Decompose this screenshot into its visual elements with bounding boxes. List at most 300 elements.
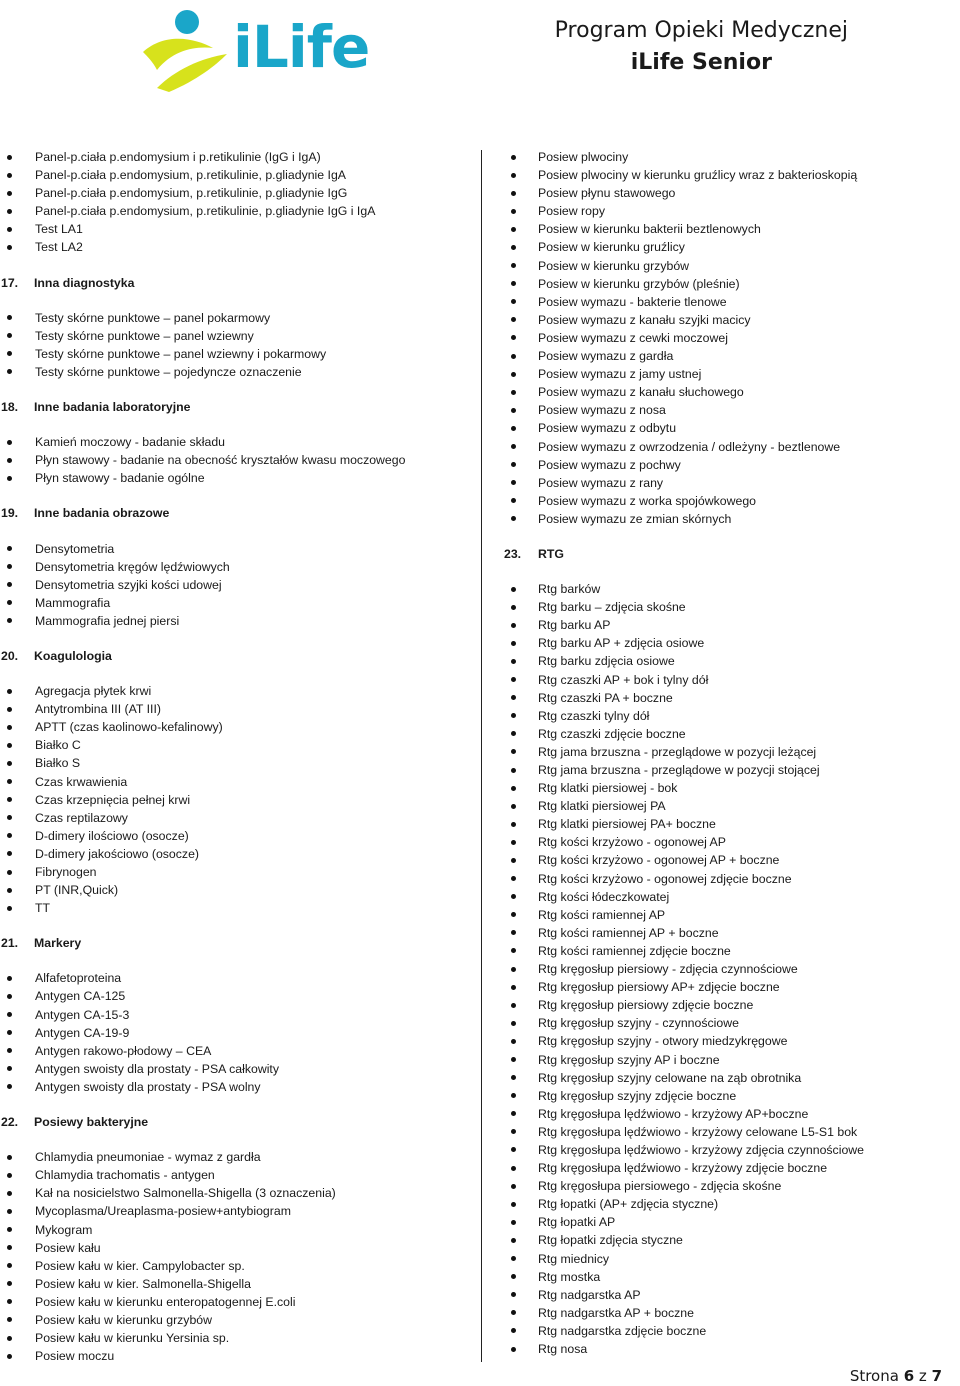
list-item [500,474,960,492]
section-number: 20. [1,648,19,663]
bullet-icon [511,1292,516,1297]
list-item-text: Rtg kości ramiennej zdjęcie boczne [538,943,731,958]
list-item [0,202,475,220]
list-item-text: Rtg barku – zdjęcia skośne [538,600,686,615]
bullet-icon [7,155,12,160]
list-item-text: Rtg nadgarstka AP + boczne [538,1305,694,1320]
bullet-icon [511,967,516,972]
list-item [500,833,960,851]
list-item [500,419,960,437]
bullet-icon [511,985,516,990]
section-number: 19. [1,506,19,521]
list-item-text: Posiew kału [35,1240,101,1255]
bullet-icon [511,1147,516,1152]
list-item-text: Antytrombina III (AT III) [35,702,161,717]
list-item [500,1286,960,1304]
bullet-icon [511,227,516,232]
bullet-icon [511,462,516,467]
list-item [500,1159,960,1177]
list-item [0,969,475,987]
bullet-icon [511,1111,516,1116]
list-item [500,1322,960,1340]
list-item-text: Posiew w kierunku gruźlicy [538,240,685,255]
section-title: Inna diagnostyka [34,275,135,290]
list-item-text: Chlamydia pneumoniae - wymaz z gardła [35,1150,261,1165]
bullet-icon [7,440,12,445]
list-item [500,166,960,184]
section-heading [0,934,475,952]
bullet-icon [7,779,12,784]
bullet-icon [511,335,516,340]
list-item-text: Posiew kału w kierunku Yersinia sp. [35,1331,230,1346]
list-item-text: TT [35,901,51,916]
list-item-text: Rtg barku AP [538,618,611,633]
list-item [500,1213,960,1231]
list-item [0,881,475,899]
list-item [0,987,475,1005]
bullet-icon [7,1227,12,1232]
list-item-text: Rtg kręgosłup szyjny - otwory miedzykręgowe [538,1034,788,1049]
bullet-icon [7,1173,12,1178]
bullet-icon [511,1184,516,1189]
bullet-icon [7,1048,12,1053]
spacer [0,257,475,274]
list-item [500,148,960,166]
list-item-text: Posiew wymazu z owrzodzenia / odleżyny - beztlenowe [538,439,841,454]
list-item [500,202,960,220]
list-item [0,1311,475,1329]
total-pages: 7 [931,1367,942,1385]
section-number: 18. [1,400,19,415]
section-title: Markery [34,936,82,951]
list-item [500,1105,960,1123]
bullet-icon [7,1281,12,1286]
list-item [500,924,960,942]
list-item-text: Rtg łopatki (AP+ zdjęcia styczne) [538,1197,719,1212]
list-item-text: Test LA2 [35,240,83,255]
page-label: Strona [849,1367,904,1385]
bullet-icon [7,245,12,250]
list-item [500,652,960,670]
list-item-text: Antygen swoisty dla prostaty - PSA wolny [35,1079,261,1094]
list-item [500,365,960,383]
bullet-icon [7,888,12,893]
list-item [0,238,475,256]
bullet-icon [7,725,12,730]
list-item [0,791,475,809]
list-item [0,718,475,736]
bullet-icon [511,173,516,178]
list-item-text: Rtg nosa [538,1342,588,1356]
list-item [500,870,960,888]
bullet-icon [511,263,516,268]
list-item-text: Rtg kręgosłup szyjny zdjęcie boczne [538,1088,737,1103]
list-item [500,1177,960,1195]
list-item [0,433,475,451]
list-item-text: Rtg kręgosłupa lędźwiowo - krzyżowy zdjęcie boczne [538,1161,828,1176]
bullet-icon [511,695,516,700]
bullet-icon [511,713,516,718]
list-item-text: Posiew kału w kierunku grzybów [35,1312,213,1327]
bullet-icon [7,1030,12,1035]
list-item-text: Antygen CA-19-9 [35,1025,130,1040]
section-heading [0,274,475,292]
list-item-text: Posiew kału w kier. Campylobacter sp. [35,1258,245,1273]
list-item-text: Rtg nadgarstka AP [538,1287,641,1302]
list-item-text: Płyn stawowy - badanie ogólne [35,471,205,486]
bullet-icon [7,833,12,838]
list-item-text: Panel-p.ciała p.endomysium, p.retikulinie, p.gliadynie IgG [35,186,348,201]
bullet-icon [511,408,516,413]
list-item [500,1195,960,1213]
list-item [500,275,960,293]
list-item-text: Antygen swoisty dla prostaty - PSA całkowity [35,1061,279,1076]
list-item-text: Rtg łopatki zdjęcia styczne [538,1233,683,1248]
list-item [500,329,960,347]
list-item [0,1293,475,1311]
list-item-text: Rtg klatki piersiowej PA [538,799,666,814]
bullet-icon [511,659,516,664]
bullet-icon [511,1003,516,1008]
bullet-icon [7,476,12,481]
bullet-icon [511,677,516,682]
list-item [0,682,475,700]
bullet-icon [7,1012,12,1017]
list-item-text: Posiew kału w kierunku enteropatogennej E.coli [35,1294,296,1309]
bullet-icon [511,858,516,863]
list-item-text: Rtg kręgosłup szyjny celowane na ząb obrotnika [538,1070,802,1085]
bullet-icon [511,155,516,160]
bullet-icon [511,641,516,646]
list-item [0,1275,475,1293]
list-item-text: Rtg jama brzuszna - przeglądowe w pozycji leżącej [538,744,817,759]
list-item-text: Testy skórne punktowe – panel wziewny [35,328,254,343]
list-item-text: Rtg kręgosłupa lędźwiowo - krzyżowy celowane L5-S1 bok [538,1124,858,1139]
list-item [500,257,960,275]
list-item [0,309,475,327]
list-item [0,827,475,845]
list-item-text: Rtg czaszki PA + boczne [538,690,673,705]
list-item-text: Antygen CA-125 [35,989,126,1004]
bullet-icon [511,768,516,773]
bullet-icon [7,209,12,214]
bullet-icon [511,191,516,196]
list-item [500,1051,960,1069]
list-item-text: Densytometria szyjki kości udowej [35,577,222,592]
list-item-text: Posiew w kierunku bakterii beztlenowych [538,222,761,237]
bullet-icon [7,600,12,605]
list-item [0,1060,475,1078]
page-header-title [555,16,848,80]
list-item [500,1250,960,1268]
list-item-text: Białko S [35,756,81,771]
list-item [500,978,960,996]
list-item [500,220,960,238]
bullet-icon [511,605,516,610]
list-item [500,580,960,598]
bullet-icon [511,1039,516,1044]
list-item [500,1141,960,1159]
bullet-icon [7,1336,12,1341]
page-separator: z [914,1367,932,1385]
list-item [500,906,960,924]
bullet-icon [511,894,516,899]
bullet-icon [7,369,12,374]
bullet-icon [511,1093,516,1098]
bullet-icon [7,1084,12,1089]
list-item [0,1239,475,1257]
list-item [0,363,475,381]
section-heading [0,647,475,665]
logo-text: iLife [233,13,370,81]
list-item [500,743,960,761]
list-item-text: Posiew wymazu - bakterie tlenowe [538,294,727,309]
column-divider [481,150,482,1362]
list-item-text: Densytometria kręgów lędźwiowych [35,559,230,574]
list-item [500,815,960,833]
list-item [500,671,960,689]
list-item [500,383,960,401]
bullet-icon [511,1274,516,1279]
bullet-icon [511,840,516,845]
spacer [0,523,475,540]
program-subtitle: iLife Senior [630,50,772,75]
list-item-text: Mammografia jednej piersi [35,613,180,628]
list-item [500,996,960,1014]
ilife-figure-icon [135,0,235,100]
list-item [500,942,960,960]
bullet-icon [7,870,12,875]
bullet-icon [7,815,12,820]
bullet-icon [511,930,516,935]
list-item-text: Rtg łopatki AP [538,1215,616,1230]
spacer [0,416,475,433]
list-item [0,1078,475,1096]
list-item-text: Rtg kości łódeczkowatej [538,889,670,904]
list-item [500,492,960,510]
list-item [500,438,960,456]
list-item [0,773,475,791]
list-item [500,1123,960,1141]
list-item [500,238,960,256]
list-item [500,1304,960,1322]
list-item [0,1329,475,1347]
bullet-icon [511,390,516,395]
list-item [500,401,960,419]
bullet-icon [511,731,516,736]
bullet-icon [511,804,516,809]
bullet-icon [7,761,12,766]
list-item [0,899,475,917]
bullet-icon [7,173,12,178]
section-number: 17. [1,275,19,290]
list-item [0,594,475,612]
list-item-text: Rtg nadgarstka zdjęcie boczne [538,1323,707,1338]
list-item [500,1032,960,1050]
list-item [500,797,960,815]
list-item-text: Mammografia [35,595,111,610]
list-item-text: Rtg kręgosłup szyjny - czynnościowe [538,1016,739,1031]
list-item-text: Białko C [35,738,81,753]
list-item-text: Posiew wymazu z pochwy [538,457,681,472]
list-item [0,863,475,881]
bullet-icon [7,851,12,856]
list-item [0,148,475,166]
current-page: 6 [903,1367,915,1385]
section-number: 21. [1,936,19,951]
bullet-icon [7,689,12,694]
list-item-text: Posiew plwociny w kierunku gruźlicy wraz z bakterioskopią [538,168,858,183]
list-item-text: Rtg kości krzyżowo - ogonowej zdjęcie boczne [538,871,792,886]
bullet-icon [7,458,12,463]
list-item-text: Posiew w kierunku grzybów (pleśnie) [538,276,740,291]
section-heading [0,398,475,416]
list-item [0,327,475,345]
list-item-text: Rtg czaszki tylny dół [538,708,650,723]
program-title: Program Opieki Medycznej [554,18,848,43]
list-item [500,1231,960,1249]
bullet-icon [511,317,516,322]
list-item-text: PT (INR,Quick) [35,883,119,898]
list-item-text: Rtg kręgosłup piersiowy - zdjęcia czynnościowe [538,962,798,977]
list-item-text: Antygen CA-15-3 [35,1007,130,1022]
bullet-icon [7,618,12,623]
bullet-icon [7,906,12,911]
list-item-text: Rtg kości ramiennej AP + boczne [538,925,719,940]
list-item-text: Posiew wymazu z gardła [538,349,674,364]
list-item [500,1069,960,1087]
spacer [0,952,475,969]
list-item-text: Rtg kręgosłupa lędźwiowo - krzyżowy zdjęcia czynnościowe [538,1142,864,1157]
bullet-icon [7,994,12,999]
list-item-text: APTT (czas kaolinowo-kefalinowy) [35,720,223,735]
list-item-text: Alfafetoproteina [35,971,122,986]
list-item [500,725,960,743]
list-item-text: Rtg barków [538,582,601,597]
list-item-text: Test LA1 [35,222,83,237]
list-item-text: Agregacja płytek krwi [35,684,152,699]
bullet-icon [7,191,12,196]
list-item-text: Kamień moczowy - badanie składu [35,435,226,450]
list-item-text: Posiew wymazu ze zmian skórnych [538,511,732,526]
bullet-icon [511,299,516,304]
spacer [0,630,475,647]
list-item [0,1257,475,1275]
list-item [0,345,475,363]
list-item [0,1148,475,1166]
list-item [0,469,475,487]
list-item-text: Posiew ropy [538,204,605,219]
bullet-icon [511,912,516,917]
bullet-icon [7,1209,12,1214]
list-item-text: Posiew moczu [35,1349,115,1364]
left-column [0,148,475,1365]
list-item-text: Posiew płynu stawowego [538,186,676,201]
list-item-text: Rtg kości krzyżowo - ogonowej AP + boczne [538,853,780,868]
list-item [500,184,960,202]
list-item [0,220,475,238]
spacer [0,381,475,398]
list-item [500,293,960,311]
list-item-text: Rtg czaszki AP + bok i tylny dół [538,672,709,687]
bullet-icon [7,797,12,802]
list-item-text: Testy skórne punktowe – panel pokarmowy [35,310,271,325]
list-item [0,576,475,594]
spacer [500,528,960,545]
list-item [500,347,960,365]
spacer [0,917,475,934]
list-item [0,540,475,558]
bullet-icon [7,743,12,748]
list-item [0,754,475,772]
list-item [0,1006,475,1024]
bullet-icon [511,354,516,359]
list-item-text: Rtg kręgosłup piersiowy AP+ zdjęcie boczne [538,980,780,995]
list-item-text: Posiew wymazu z worka spojówkowego [538,493,757,508]
bullet-icon [511,426,516,431]
section-title: Inne badania obrazowe [34,506,170,521]
bullet-icon [511,749,516,754]
bullet-icon [511,1220,516,1225]
list-item [500,707,960,725]
list-item [0,184,475,202]
list-item [500,960,960,978]
section-title: Koagulologia [34,648,112,663]
bullet-icon [511,498,516,503]
bullet-icon [511,1202,516,1207]
bullet-icon [511,822,516,827]
list-item-text: Rtg kości ramiennej AP [538,907,666,922]
bullet-icon [511,209,516,214]
list-item-text: Rtg czaszki zdjęcie boczne [538,726,686,741]
bullet-icon [511,1166,516,1171]
list-item-text: Rtg kręgosłupa lędźwiowo - krzyżowy AP+boczne [538,1106,809,1121]
right-column [500,148,960,1358]
list-item-text: Posiew kału w kier. Salmonella-Shigella [35,1276,251,1291]
bullet-icon [511,786,516,791]
list-item-text: Panel-p.ciała p.endomysium, p.retikulinie, p.gliadynie IgG i IgA [35,204,376,219]
list-item-text: Chlamydia trachomatis - antygen [35,1168,215,1183]
bullet-icon [7,1317,12,1322]
bullet-icon [7,1245,12,1250]
bullet-icon [7,1191,12,1196]
list-item [0,1347,475,1365]
list-item [0,612,475,630]
bullet-icon [511,587,516,592]
list-item [500,779,960,797]
list-item-text: Płyn stawowy - badanie na obecność kryształów kwasu moczowego [35,453,406,468]
list-item [0,1221,475,1239]
list-item-text: Rtg klatki piersiowej PA+ boczne [538,817,716,832]
section-heading [0,1113,475,1131]
list-item-text: D-dimery jakościowo (osocze) [35,846,200,861]
bullet-icon [7,976,12,981]
list-item-text: Mykogram [35,1222,93,1237]
list-item-text: Panel-p.ciała p.endomysium, p.retikulinie, p.gliadynie IgA [35,168,347,183]
list-item-text: Rtg barku zdjęcia osiowe [538,654,675,669]
bullet-icon [7,582,12,587]
list-item-text: Posiew wymazu z cewki moczowej [538,330,728,345]
list-item-text: Posiew wymazu z rany [538,475,664,490]
list-item [0,1042,475,1060]
list-item [500,1340,960,1358]
list-item [500,1268,960,1286]
bullet-icon [511,1021,516,1026]
list-item-text: Antygen rakowo-płodowy – CEA [35,1043,212,1058]
section-title: Inne badania laboratoryjne [34,400,191,415]
spacer [0,1131,475,1148]
list-item-text: Czas reptilazowy [35,810,128,825]
